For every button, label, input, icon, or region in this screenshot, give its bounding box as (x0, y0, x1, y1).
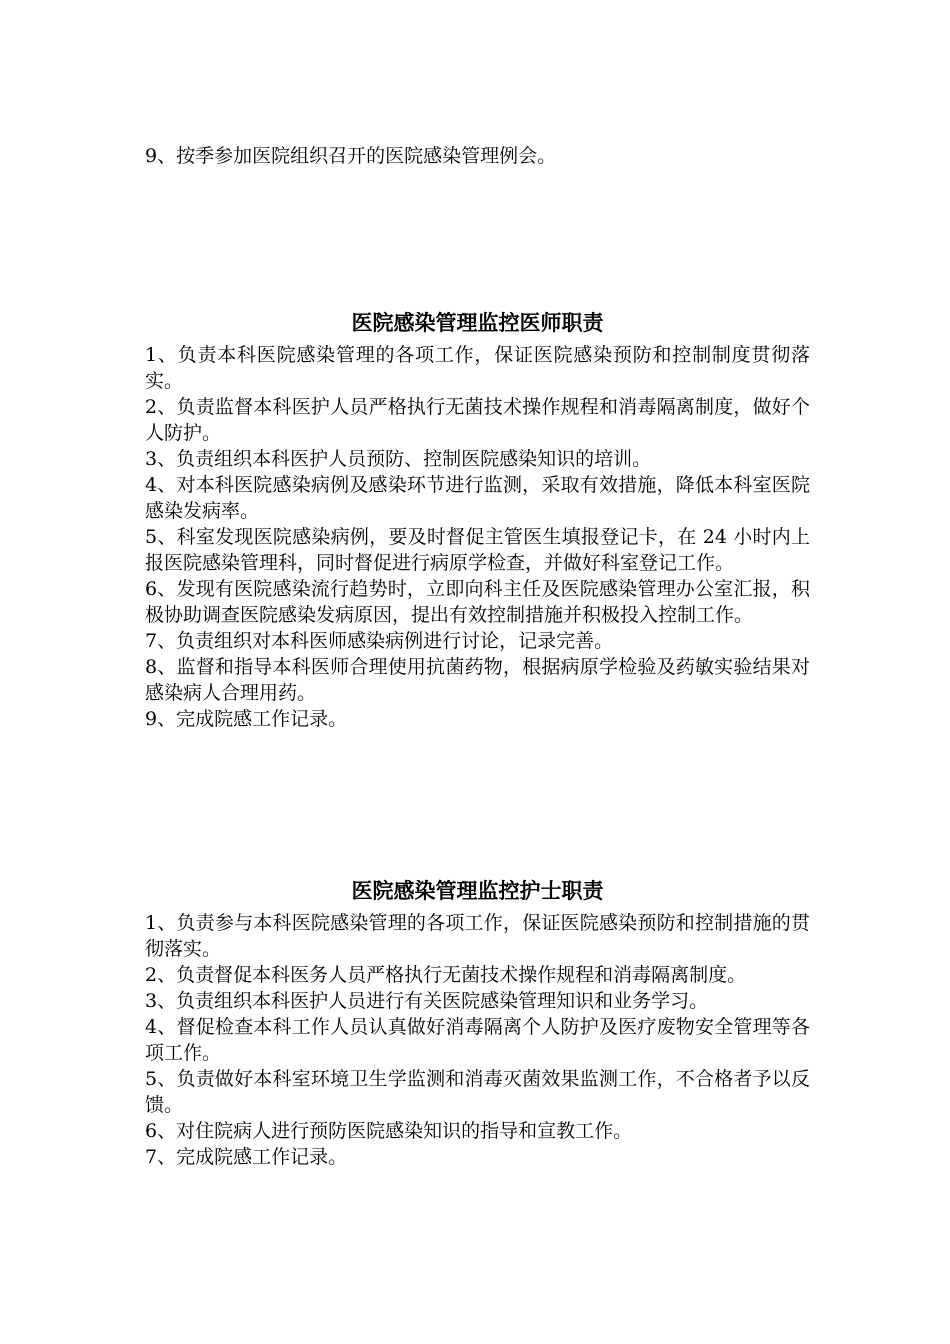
list-item: 6、对住院病人进行预防医院感染知识的指导和宣教工作。 (145, 1120, 633, 1142)
list-item: 7、完成院感工作记录。 (145, 1146, 348, 1168)
list-item: 5、科室发现医院感染病例，要及时督促主管医生填报登记卡，在 24 小时内上报医院感染管理科，同时督促进行病原学检查，并做好科室登记工作。 (145, 526, 810, 574)
physician-duties-section (145, 308, 810, 732)
list-item: 1、负责本科医院感染管理的各项工作，保证医院感染预防和控制制度贯彻落实。 (145, 344, 810, 392)
intro-item-9: 9、按季参加医院组织召开的医院感染管理例会。 (145, 145, 557, 167)
list-item: 1、负责参与本科医院感染管理的各项工作，保证医院感染预防和控制措施的贯彻落实。 (145, 912, 810, 960)
list-item: 3、负责组织本科医护人员进行有关医院感染管理知识和业务学习。 (145, 990, 709, 1012)
section-title: 医院感染管理监控护士职责 (351, 878, 604, 903)
list-item: 9、完成院感工作记录。 (145, 708, 348, 730)
list-item: 8、监督和指导本科医师合理使用抗菌药物，根据病原学检验及药敏实验结果对感染病人合理用药。 (145, 656, 810, 704)
nurse-duties-section (145, 876, 810, 1170)
list-item: 3、负责组织本科医护人员预防、控制医院感染知识的培训。 (145, 448, 652, 470)
list-item: 5、负责做好本科室环境卫生学监测和消毒灭菌效果监测工作，不合格者予以反馈。 (145, 1068, 810, 1116)
list-item: 4、对本科医院感染病例及感染环节进行监测，采取有效措施，降低本科室医院感染发病率。 (145, 474, 810, 522)
section-title: 医院感染管理监控医师职责 (351, 310, 604, 335)
list-item: 2、负责督促本科医务人员严格执行无菌技术操作规程和消毒隔离制度。 (145, 964, 747, 986)
list-item: 2、负责监督本科医护人员严格执行无菌技术操作规程和消毒隔离制度，做好个人防护。 (145, 396, 810, 444)
list-item: 7、负责组织对本科医师感染病例进行讨论，记录完善。 (145, 630, 614, 652)
list-item: 6、发现有医院感染流行趋势时，立即向科主任及医院感染管理办公室汇报，积极协助调查医院感染发病原因，提出有效控制措施并积极投入控制工作。 (145, 578, 810, 626)
list-item: 4、督促检查本科工作人员认真做好消毒隔离个人防护及医疗废物安全管理等各项工作。 (145, 1016, 810, 1064)
